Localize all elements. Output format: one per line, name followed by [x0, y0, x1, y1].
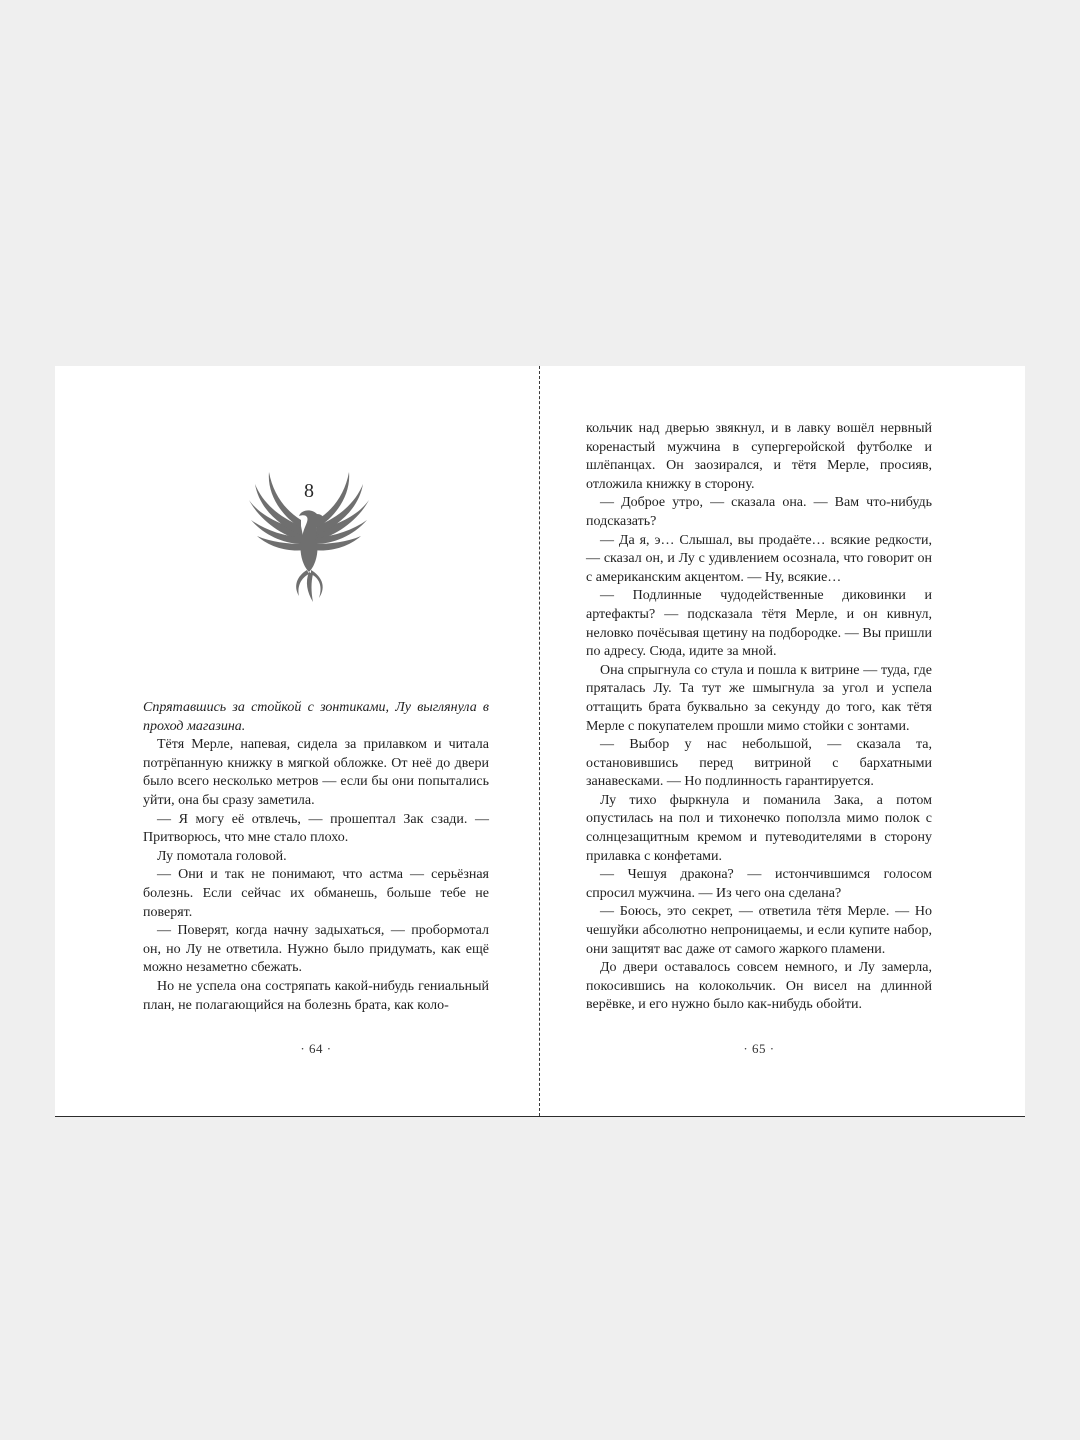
chapter-emblem [235, 464, 383, 604]
paragraph: Лу помотала головой. [157, 848, 287, 864]
paragraph: Тётя Мерле, напевая, сидела за прилавком и читала потрёпанную книжку в мягкой обложке. От неё до двери было всего несколько метров — если бы они попытались уйти, она бы сразу заметила. [143, 737, 489, 808]
chapter-lead-paragraph: Спрятавшись за стойкой с зонтиками, Лу выглянула в проход магазина. [143, 700, 489, 734]
paragraph: — Да я, э… Слышал, вы продаёте… всякие редкости, — сказал он, и Лу с удивлением осознала, что говорит он с американским акцентом. — Ну, всякие… [586, 532, 932, 585]
page-number: · 64 · [300, 1041, 332, 1056]
paragraph: кольчик над дверью звякнул, и в лавку вошёл нервный коренастый мужчина в супергеройской футболке и шлёпанцах. Он заозирался, и тётя Мерле, просияв, отложила книжку в сторону. [586, 421, 932, 492]
right-page [541, 366, 1025, 1116]
paragraph: Она спрыгнула со стула и пошла к витрине — туда, где пряталась Лу. Та тут же шмыгнула за угол и успела оттащить брата буквально за секунду до того, как тётя Мерле с покупателем прошли мимо стойки с зонтами. [586, 662, 932, 734]
page-number: · 65 · [743, 1041, 775, 1056]
left-page-body [143, 699, 489, 1015]
paragraph: Лу тихо фыркнула и поманила Зака, а потом опустилась на пол и тихонечко поползла мимо полок с солнцезащитным кремом и путеводителями в сторону прилавка с конфетами. [586, 792, 932, 864]
paragraph: — Они и так не понимают, что астма — серьёзная болезнь. Если сейчас их обманешь, больше тебе не поверят. [143, 867, 489, 920]
paragraph: До двери оставалось совсем немного, и Лу замерла, покосившись на колокольчик. Он висел на длинной верёвке, и его нужно было как-нибудь обойти. [586, 960, 932, 1013]
paragraph: — Доброе утро, — сказала она. — Вам что-нибудь подсказать? [586, 495, 932, 529]
paragraph: — Чешуя дракона? — истончившимся голосом спросил мужчина. — Из чего она сделана? [586, 867, 932, 901]
paragraph: — Выбор у нас небольшой, — сказала та, остановившись перед витриной с бархатными занавесками. — Но подлинность гарантируется. [586, 737, 932, 790]
right-page-body [586, 420, 932, 1015]
paragraph: — Поверят, когда начну задыхаться, — пробормотал он, но Лу не ответила. Нужно было придумать, как ещё можно незаметно сбежать. [143, 923, 489, 976]
paragraph: — Боюсь, это секрет, — ответила тётя Мерле. — Но чешуйки абсолютно непроницаемы, и если купите набор, они защитят вас даже от самого жаркого пламени. [586, 904, 932, 957]
page-gutter-fold [539, 366, 540, 1116]
chapter-number: 8 [304, 480, 314, 502]
paragraph: — Подлинные чудодейственные диковинки и артефакты? — подсказала тётя Мерле, и он кивнул, неловко почёсывая щетину на подбородке. — Вы пришли по адресу. Сюда, идите за мной. [586, 588, 932, 660]
book-spread [55, 366, 1025, 1117]
paragraph: — Я могу её отвлечь, — прошептал Зак сзади. — Притворюсь, что мне стало плохо. [143, 811, 489, 846]
paragraph: Но не успела она состряпать какой-нибудь гениальный план, не полагающийся на болезнь брата, как коло- [143, 978, 489, 1013]
left-page [55, 366, 539, 1116]
